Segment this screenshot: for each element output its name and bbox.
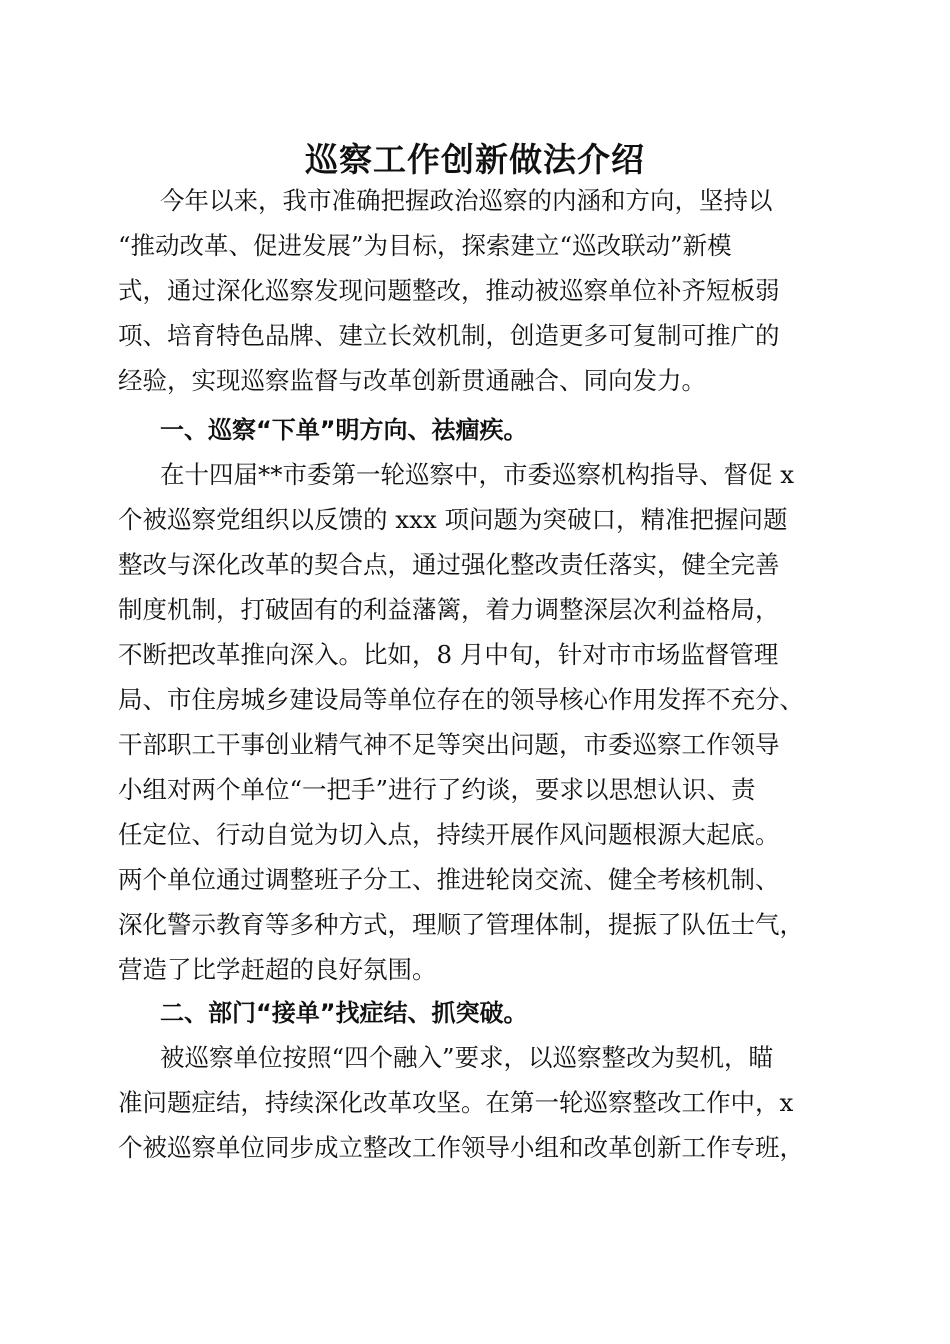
- section1-line-3: 整改与深化改革的契合点，通过强化整改责任落实，健全完善: [118, 550, 780, 579]
- intro-line-5: 经验，实现巡察监督与改革创新贯通融合、同向发力。: [118, 366, 706, 395]
- section1-line-9: 任定位、行动自觉为切入点，持续开展作风问题根源大起底。: [118, 820, 780, 849]
- section1-line-7: 干部职工干事创业精气神不足等突出问题，市委巡察工作领导: [118, 730, 780, 759]
- intro-line-2: “推动改革、促进发展”为目标，探索建立“巡改联动”新模: [118, 231, 732, 260]
- section1-line-10: 两个单位通过调整班子分工、推进轮岗交流、健全考核机制、: [118, 865, 780, 894]
- section2-line-1: 被巡察单位按照“四个融入”要求，以巡察整改为契机，瞄: [160, 1043, 774, 1072]
- section2-line-2: 准问题症结，持续深化改革攻坚。在第一轮巡察整改工作中，x: [118, 1088, 794, 1117]
- section1-line-5: 不断把改革推向深入。比如，8 月中旬，针对市市场监督管理: [118, 640, 779, 669]
- section1-line-8: 小组对两个单位“一把手”进行了约谈，要求以思想认识、责: [118, 775, 756, 804]
- section1-line-2: 个被巡察党组织以反馈的 xxx 项问题为突破口，精准把握问题: [118, 505, 788, 534]
- section-heading-1: 一、巡察“下单”明方向、祛痼疾。: [160, 416, 528, 444]
- section1-line-6: 局、市住房城乡建设局等单位存在的领导核心作用发挥不充分、: [118, 685, 804, 714]
- section-heading-2: 二、部门“接单”找症结、抓突破。: [160, 999, 528, 1027]
- intro-line-4: 项、培育特色品牌、建立长效机制，创造更多可复制可推广的: [118, 321, 780, 350]
- section2-line-3: 个被巡察单位同步成立整改工作领导小组和改革创新工作专班，: [118, 1133, 804, 1162]
- section1-line-11: 深化警示教育等多种方式，理顺了管理体制，提振了队伍士气，: [118, 910, 804, 939]
- intro-line-1: 今年以来，我市准确把握政治巡察的内涵和方向，坚持以: [160, 186, 773, 215]
- document-title: 巡察工作创新做法介绍: [305, 140, 645, 179]
- section1-line-4: 制度机制，打破固有的利益藩篱，着力调整深层次利益格局，: [118, 595, 780, 624]
- intro-line-3: 式，通过深化巡察发现问题整改，推动被巡察单位补齐短板弱: [118, 276, 780, 305]
- section1-line-1: 在十四届**市委第一轮巡察中，市委巡察机构指导、督促 x: [160, 460, 795, 489]
- section1-line-12: 营造了比学赶超的良好氛围。: [118, 955, 437, 984]
